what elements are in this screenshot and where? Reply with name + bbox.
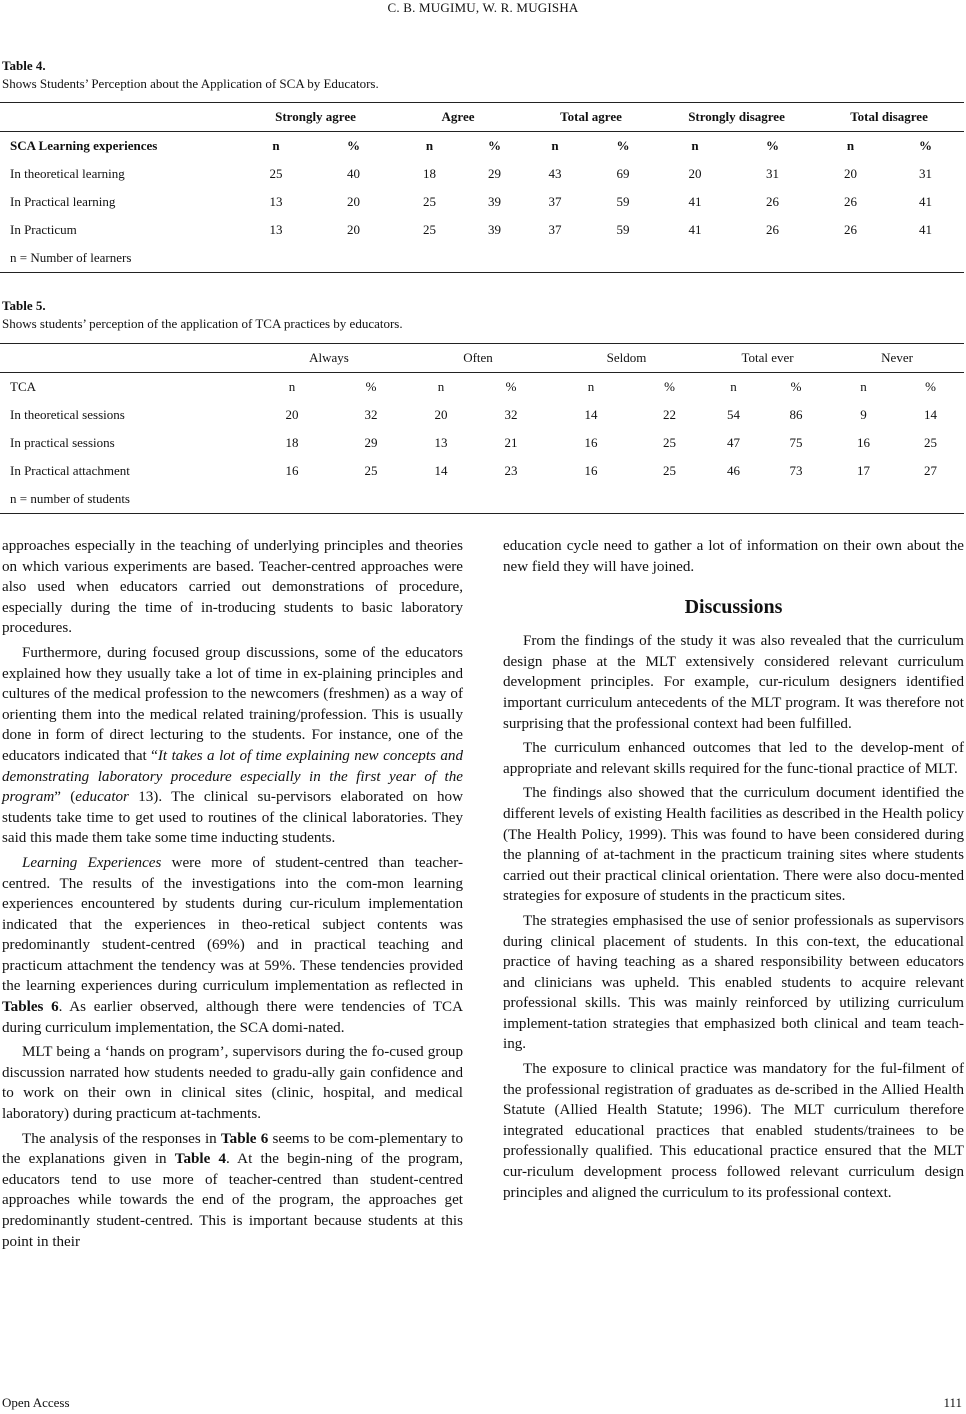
table4-row-label: In Practical learning bbox=[10, 194, 116, 209]
table4-unit: n bbox=[272, 138, 280, 153]
table4-unit: % bbox=[347, 138, 360, 153]
table-cell: 21 bbox=[504, 435, 518, 450]
table-cell: 75 bbox=[789, 435, 803, 450]
table-cell: 18 bbox=[423, 166, 437, 181]
table4-row-label: In Practicum bbox=[10, 222, 77, 237]
table4-group-header-row bbox=[0, 103, 964, 132]
table-cell: 32 bbox=[364, 407, 378, 422]
table5-group-4: Never bbox=[830, 344, 964, 373]
table-cell: 69 bbox=[616, 166, 630, 181]
table-cell: 47 bbox=[727, 435, 741, 450]
page-number: 111 bbox=[943, 1395, 962, 1410]
table-cell: 17 bbox=[857, 463, 871, 478]
table5-caption-text: Shows students’ perception of the application of TCA practices by educators. bbox=[2, 316, 403, 331]
table4-unit: n bbox=[551, 138, 559, 153]
table-cell: 14 bbox=[584, 407, 598, 422]
paragraph: The strategies emphasised the use of senior professionals as supervisors during clinical placement of students. In this con-text, the educational practice of having teaching as a shared responsibility between educators and clinicians was upheld. This enabled students to acquire relevant professional skills. This was mainly reinforced by utilizing curriculum implement-tation strategies that emphasized both clinical and team teach-ing. bbox=[503, 912, 964, 1053]
table-cell: 26 bbox=[766, 194, 780, 209]
table4-row-header: SCA Learning experiences bbox=[10, 138, 158, 153]
table-cell: 13 bbox=[269, 222, 283, 237]
citation: educator bbox=[75, 789, 129, 806]
table-cell: 37 bbox=[548, 222, 562, 237]
table-cell: 73 bbox=[789, 463, 803, 478]
table-cell: 26 bbox=[844, 194, 858, 209]
table4-units-row bbox=[0, 132, 964, 161]
table-cell: 54 bbox=[727, 407, 741, 422]
table5-unit: % bbox=[664, 379, 675, 394]
table4-group-1: Agree bbox=[393, 103, 523, 132]
table4-caption bbox=[2, 57, 379, 93]
paragraph-text: . At the begin-ning of the program, educators tend to use more of teacher-centred than student-centred approaches while towards the end of the program, the approaches get predominantly student-centred. This is important because students at this point in their bbox=[2, 1151, 463, 1250]
table5-unit: n bbox=[437, 379, 445, 394]
emphasis: Learning Experiences bbox=[22, 854, 162, 871]
table-cell: 86 bbox=[789, 407, 803, 422]
paragraph: The findings also showed that the curriculum document identified the different levels of existing Health facilities as described in the Health policy (The Health Policy, 1999). This was found to have been considered during the planning of at-tachment in the practicum training sites where students carried out their practical clinical orientation. There were also docu-mented strategies for exposure of students in the practicum sites. bbox=[503, 785, 964, 905]
table-cell: 40 bbox=[347, 166, 360, 181]
quotation: It takes a lot of time explaining new concepts and demonstrating laboratory procedure especially in the first year of the program bbox=[2, 747, 463, 806]
table-cell: 25 bbox=[663, 435, 677, 450]
table-cell: 20 bbox=[844, 166, 858, 181]
table4-unit: % bbox=[919, 138, 933, 153]
table5-unit: % bbox=[365, 379, 377, 394]
table5-note: n = number of students bbox=[0, 485, 964, 514]
table4-note: n = Number of learners bbox=[0, 244, 964, 273]
table5-group-1: Often bbox=[408, 344, 548, 373]
table-cell: 41 bbox=[919, 194, 933, 209]
table-cell: 13 bbox=[269, 194, 283, 209]
table-cell: 9 bbox=[860, 407, 867, 422]
table-row bbox=[0, 429, 964, 457]
table-reference: Tables 6 bbox=[2, 999, 59, 1016]
paragraph-text: 13). The clinical su-pervisors elaborated on how students take time to get used to routines of the clinical laboratories. They said this made them take some time inducting students. bbox=[2, 789, 464, 847]
table-cell: 18 bbox=[285, 435, 299, 450]
table4 bbox=[0, 102, 964, 273]
table-row bbox=[0, 457, 964, 485]
paragraph-text: were more of student-centred than teacher-centred. The results of the investigations into the com-mon learning experiences encountered by students during cur-riculum implementation indicated that the experiences in theo-retical subject contents was predominantly student-centred (69%) and in practical teaching and practicum attachment the tendency was at 59%. These tendencies provided the learning experiences during curriculum implementation as reflected in bbox=[2, 854, 463, 995]
table5-row-header: TCA bbox=[10, 379, 36, 394]
paragraph-text: seems to be com-plementary to the explanations given in bbox=[2, 1130, 463, 1168]
table-cell: 39 bbox=[488, 194, 502, 209]
paragraph bbox=[2, 853, 463, 1038]
paragraph: education cycle need to gather a lot of information on their own about the new field they will have joined. bbox=[503, 538, 964, 575]
paragraph-text: The analysis of the responses in bbox=[22, 1130, 221, 1147]
table-cell: 22 bbox=[663, 407, 677, 422]
table5-unit: n bbox=[860, 379, 867, 394]
table4-note-row bbox=[0, 244, 964, 273]
table5-row-label: In Practical attachment bbox=[10, 463, 130, 478]
table5-caption bbox=[2, 297, 403, 333]
table-cell: 41 bbox=[688, 194, 702, 209]
table-cell: 13 bbox=[434, 435, 448, 450]
table4-label: Table 4. bbox=[2, 58, 46, 73]
table4-caption-text: Shows Students’ Perception about the Application of SCA by Educators. bbox=[2, 76, 379, 91]
running-head: C. B. MUGIMU, W. R. MUGISHA bbox=[387, 0, 579, 15]
table5-group-0: Always bbox=[250, 344, 408, 373]
paragraph: The curriculum enhanced outcomes that led to the develop-ment of appropriate and relevant skills required for the func-tional practice of MLT. bbox=[503, 740, 964, 777]
table-row bbox=[0, 401, 964, 429]
paragraph bbox=[2, 643, 463, 849]
paragraph-text: ” ( bbox=[54, 789, 76, 806]
table5-group-2: Seldom bbox=[548, 344, 705, 373]
table5-row-label: In theoretical sessions bbox=[10, 407, 125, 422]
table4-unit: n bbox=[846, 138, 855, 153]
table-cell: 20 bbox=[434, 407, 448, 422]
table-cell: 26 bbox=[844, 222, 858, 237]
table-cell: 31 bbox=[919, 166, 933, 181]
table-cell: 14 bbox=[924, 407, 938, 422]
table5-unit: n bbox=[730, 379, 737, 394]
table-row bbox=[0, 160, 964, 188]
table4-unit: n bbox=[691, 138, 699, 153]
table-cell: 20 bbox=[285, 407, 299, 422]
table-cell: 59 bbox=[616, 222, 630, 237]
table4-unit: % bbox=[488, 138, 502, 153]
table5-label: Table 5. bbox=[2, 298, 46, 313]
table-row bbox=[0, 188, 964, 216]
table5 bbox=[0, 343, 964, 514]
section-heading: Discussions bbox=[684, 596, 783, 619]
table5-unit: n bbox=[288, 379, 296, 394]
paragraph: approaches especially in the teaching of underlying principles and theories on which various experiments are based. Teacher-centred approaches were also used when educators carried out demonstrations of procedure, especially during the time of in-troducing students to basic laboratory procedures. bbox=[2, 538, 463, 637]
paragraph: The exposure to clinical practice was mandatory for the ful-filment of the professional registration of graduates as de-scribed in the Allied Health Statute (Allied Health Statute; 1996). The MLT curriculum therefore integrated educational practices that enabled students/trainees to be professionally qualified. This educational practice ensured that the MLT cur-riculum development process followed relevant curriculum design principles and aligned the curriculum to its professional context. bbox=[503, 1061, 964, 1201]
right-column bbox=[503, 536, 964, 1203]
table-cell: 25 bbox=[663, 463, 677, 478]
table5-group-3: Total ever bbox=[705, 344, 830, 373]
table-cell: 20 bbox=[688, 166, 702, 181]
table-cell: 59 bbox=[616, 194, 630, 209]
paragraph bbox=[2, 1129, 463, 1253]
table4-unit: n bbox=[425, 138, 434, 153]
table5-unit: n bbox=[587, 379, 595, 394]
table-cell: 14 bbox=[434, 463, 448, 478]
table-cell: 20 bbox=[347, 194, 360, 209]
table-cell: 16 bbox=[857, 435, 871, 450]
table5-unit: % bbox=[925, 379, 936, 394]
table-cell: 26 bbox=[766, 222, 780, 237]
table-cell: 16 bbox=[584, 435, 598, 450]
paragraph-text: . As earlier observed, although there were tendencies of TCA during curriculum implementation, the SCA domi-nated. bbox=[2, 999, 463, 1036]
table-cell: 25 bbox=[423, 194, 437, 209]
table-cell: 25 bbox=[423, 222, 437, 237]
table-reference: Table 6 bbox=[220, 1130, 269, 1147]
paragraph: From the findings of the study it was also revealed that the curriculum design phase at the MLT extensively considered relevant curriculum development principles. For example, cur-riculum designers identified important curriculum antecedents of the MLT program. It was therefore not surprising that the professional context had been fulfilled. bbox=[503, 633, 964, 732]
footer-open-access: Open Access bbox=[2, 1395, 70, 1410]
table-cell: 41 bbox=[688, 222, 702, 237]
table-cell: 41 bbox=[919, 222, 933, 237]
table-cell: 32 bbox=[504, 407, 518, 422]
table-cell: 25 bbox=[269, 166, 283, 181]
table-cell: 31 bbox=[766, 166, 780, 181]
table5-unit: % bbox=[505, 379, 517, 394]
table-cell: 29 bbox=[488, 166, 502, 181]
table-cell: 46 bbox=[727, 463, 741, 478]
table-cell: 39 bbox=[488, 222, 502, 237]
table5-group-header-row bbox=[0, 344, 964, 373]
table-cell: 37 bbox=[548, 194, 562, 209]
table-cell: 27 bbox=[924, 463, 938, 478]
table4-group-2: Total agree bbox=[523, 103, 659, 132]
table-cell: 43 bbox=[548, 166, 562, 181]
table-reference: Table 4 bbox=[174, 1151, 227, 1168]
table4-unit: % bbox=[766, 138, 780, 153]
table5-units-row bbox=[0, 373, 964, 402]
table4-group-0: Strongly agree bbox=[238, 103, 393, 132]
table-row bbox=[0, 216, 964, 244]
table4-group-3: Strongly disagree bbox=[659, 103, 814, 132]
table4-group-4: Total disagree bbox=[814, 103, 964, 132]
table-cell: 16 bbox=[285, 463, 299, 478]
table-cell: 29 bbox=[364, 435, 378, 450]
table-cell: 25 bbox=[364, 463, 378, 478]
paragraph: MLT being a ‘hands on program’, supervisors during the fo-cused group discussion narrated how students needed to gradu-ally gain confidence and to work on their own in clinical sites (clinic, hospital, and medical laboratory) during practicum at-tachments. bbox=[2, 1044, 463, 1123]
table5-note-row bbox=[0, 485, 964, 514]
paragraph-text: Furthermore, during focused group discussions, some of the educators explained how they usually take a lot of time in ex-plaining principles and cultures of the medical profession to the newcomers (freshmen) as a way of orienting them into the medical related training/profession. This is usually done in form of direct lecturing to the students. For instance, one of the educators indicated that “ bbox=[2, 644, 463, 764]
left-column bbox=[2, 536, 463, 1252]
table5-row-label: In practical sessions bbox=[10, 435, 115, 450]
table-cell: 23 bbox=[504, 463, 518, 478]
table-cell: 25 bbox=[924, 435, 938, 450]
table-cell: 20 bbox=[347, 222, 360, 237]
table4-row-label: In theoretical learning bbox=[10, 166, 125, 181]
table5-unit: % bbox=[790, 379, 802, 394]
table4-unit: % bbox=[616, 138, 630, 153]
table-cell: 16 bbox=[584, 463, 598, 478]
